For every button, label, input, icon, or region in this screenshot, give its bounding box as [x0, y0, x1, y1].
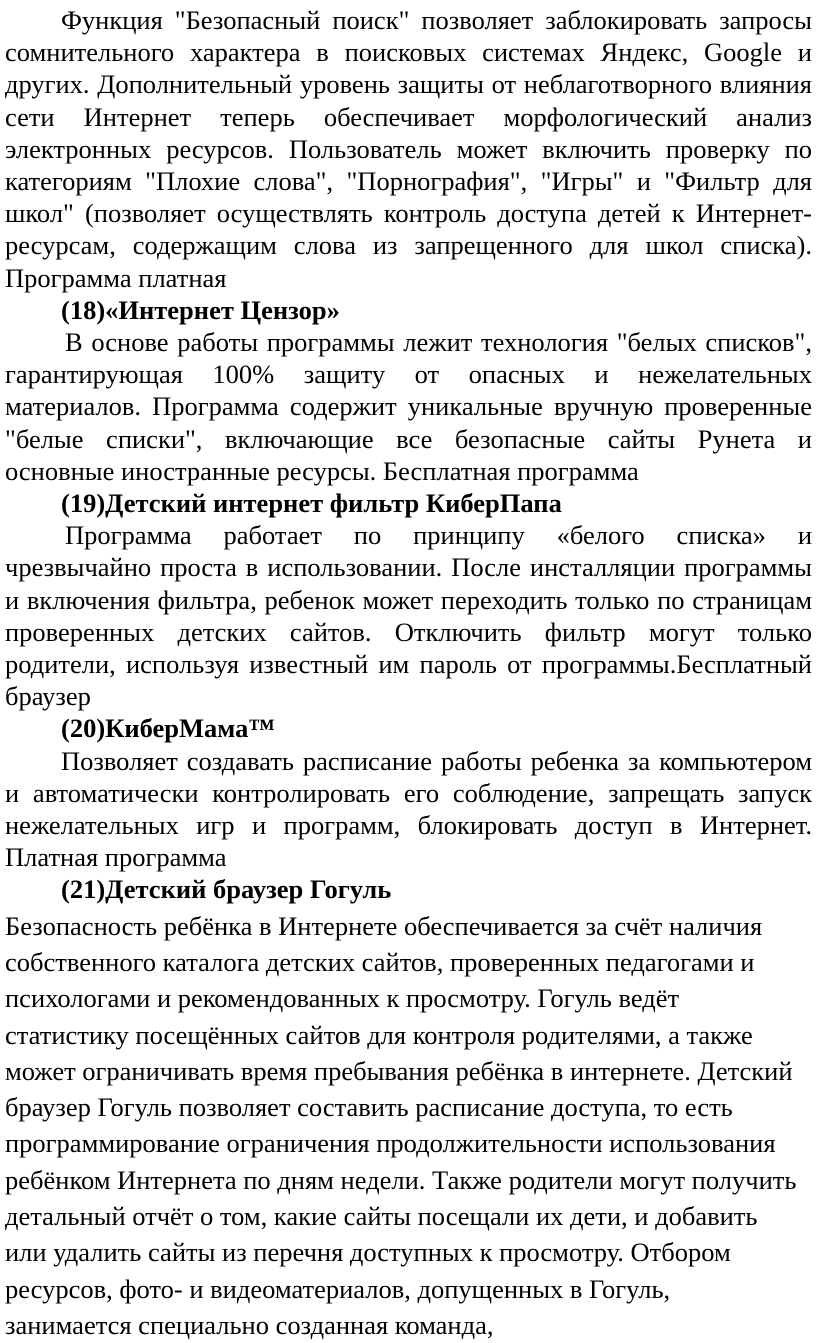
text-line: Безопасность ребёнка в Интернете обеспечивается за счёт наличия: [5, 910, 763, 941]
section-text-internet-censor: В основе работы программы лежит технология "белых списков", гарантирующая 100% защиту от опасных и нежелательных материалов. Программа содержит уникальные вручную проверенные "белые списки", включающие все безопасные сайты Рунета и основные иностранные ресурсы. Бесплатная программа: [5, 327, 812, 486]
section-heading-kibermama: (20)КиберМама™: [61, 713, 275, 744]
section-text-kibermama: Позволяет создавать расписание работы ребенка за компьютером и автоматически контролировать его соблюдение, запрещать запуск нежелательных игр и программ, блокировать доступ в Интернет. Платная программа: [5, 745, 812, 873]
intro-paragraph: Функция "Безопасный поиск" позволяет заблокировать запросы сомнительного характера в поисковых системах Яндекс, Google и других. Дополнительный уровень защиты от неблаготворного влияния сети Интернет теперь обеспечивает морфологический анализ электронных ресурсов. Пользователь может включить проверку по категориям "Плохие слова", "Порнография", "Игры" и "Фильтр для школ" (позволяет осуществлять контроль доступа детей к Интернет-ресурсам, содержащим слова из запрещенного для школ списка). Программа платная: [5, 5, 812, 293]
text-line: статистику посещённых сайтов для контроля родителями, а также: [5, 1019, 753, 1050]
text-line: ресурсов, фото- и видеоматериалов, допущенных в Гогуль,: [5, 1273, 671, 1304]
text-line: психологами и рекомендованных к просмотру. Гогуль ведёт: [5, 983, 680, 1014]
section-text-kiberpapa: Программа работает по принципу «белого списка» и чрезвычайно проста в использовании. После инсталляции программы и включения фильтра, ребенок может переходить только по страницам проверенных детских сайтов. Отключить фильтр могут только родители, используя известный им пароль от программы.Бесплатный браузер: [5, 520, 812, 712]
text-line: занимается специально созданная команда,: [5, 1309, 494, 1340]
text-line: детальный отчёт о том, какие сайты посещали их дети, и добавить: [5, 1201, 758, 1232]
text-line: может ограничивать время пребывания ребёнка в интернете. Детский: [5, 1055, 793, 1086]
text-line: программирование ограничения продолжительности использования: [5, 1128, 776, 1159]
text-line: ребёнком Интернета по дням недели. Также родители могут получить: [5, 1164, 797, 1195]
section-heading-internet-censor: (18)«Интернет Цензор»: [61, 294, 340, 325]
text-line: браузер Гогуль позволяет составить расписание доступа, то есть: [5, 1092, 733, 1123]
text-line: или удалить сайты из перечня доступных к просмотру. Отбором: [5, 1237, 731, 1268]
section-heading-gogul: (21)Детский браузер Гогуль: [61, 874, 392, 905]
text-line: собственного каталога детских сайтов, проверенных педагогами и: [5, 946, 755, 977]
section-heading-kiberpapa: (19)Детский интернет фильтр КиберПапа: [61, 488, 562, 519]
section-text-gogul: [5, 906, 812, 1343]
